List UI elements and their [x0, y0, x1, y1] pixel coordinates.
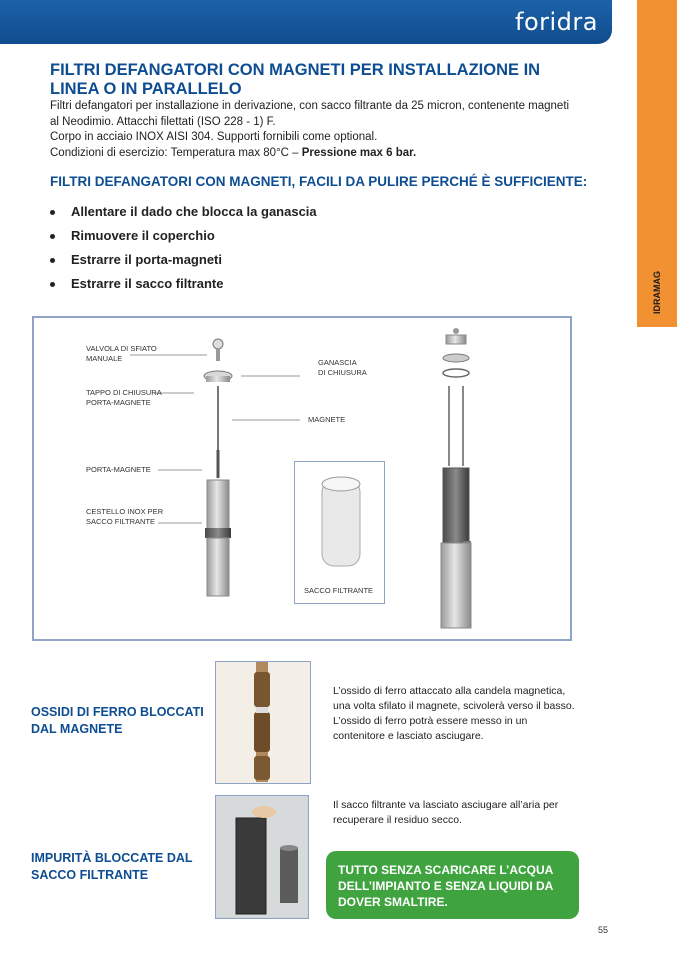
bag-text: Il sacco filtrante va lasciato asciugare all’aria per recuperare il residuo secco. [333, 799, 559, 826]
label-ganascia: GANASCIA DI CHIUSURA [318, 358, 367, 377]
label-porta-magnete: PORTA-MAGNETE [86, 465, 151, 474]
callout-box: TUTTO SENZA SCARICARE L’ACQUA DELL’IMPIANTO E SENZA LIQUIDI DA DOVER SMALTIRE. [326, 851, 579, 919]
oxide-heading: OSSIDI DI FERRO BLOCCATI DAL MAGNETE [31, 705, 204, 736]
bag-photo [215, 795, 309, 919]
intro-line-1: Filtri defangatori per installazione in derivazione, con sacco filtrante da 25 micron, contenente magneti al Neodimio. Attacchi filettati (ISO 228 - 1) F. [50, 100, 570, 128]
list-item: Rimuovere il coperchio [50, 227, 317, 251]
intro-line-3 [50, 146, 580, 162]
filter-basket-icon [216, 796, 307, 917]
right-assembly-icon [441, 328, 471, 628]
left-assembly-icon [204, 339, 232, 596]
label-sacco: SACCO FILTRANTE [304, 586, 374, 595]
label-cestello: CESTELLO INOX PER SACCO FILTRANTE [86, 507, 164, 526]
intro-pressure: Pressione max 6 bar. [301, 146, 417, 159]
label-magnete: MAGNETE [308, 415, 346, 424]
oxide-text: L’ossido di ferro attaccato alla candela magnetica, una volta sfilato il magnete, scivolerà verso il basso. L’ossido di ferro potrà essere messo in un contenitore e lasciato asciugare. [333, 685, 575, 742]
exploded-diagram [32, 316, 572, 641]
label-tappo: TAPPO DI CHIUSURA PORTA-MAGNETE [86, 388, 162, 407]
intro-text [50, 99, 580, 161]
section-subtitle: FILTRI DEFANGATORI CON MAGNETI, FACILI DA PULIRE PERCHÉ È SUFFICIENTE: [50, 174, 588, 189]
bullet-icon [50, 258, 55, 263]
intro-line-2: Corpo in acciaio INOX AISI 304. Supporti fornibili come optional. [50, 131, 378, 143]
list-item: Estrarre il porta-magneti [50, 251, 317, 275]
bullet-icon [50, 234, 55, 239]
list-item: Allentare il dado che blocca la ganascia [50, 203, 317, 227]
sacco-box [294, 461, 385, 604]
steps-list [50, 203, 317, 299]
page-title: FILTRI DEFANGATORI CON MAGNETI PER INSTALLAZIONE IN LINEA O IN PARALLELO [50, 61, 541, 98]
page-number: 55 [598, 925, 609, 935]
label-valvola: VALVOLA DI SFIATO MANUALE [86, 344, 157, 363]
header-bar [0, 0, 612, 44]
bullet-icon [50, 282, 55, 287]
intro-line-3-prefix: Condizioni di esercizio: Temperatura max 80°C – [50, 146, 302, 159]
side-tab-label: IDRAMAG [652, 271, 662, 314]
magnet-candle-icon [216, 662, 309, 782]
brand-logo: foridra [515, 8, 598, 36]
oxide-photo [215, 661, 311, 784]
bag-heading: IMPURITÀ BLOCCATE DAL SACCO FILTRANTE [31, 851, 193, 882]
list-item: Estrarre il sacco filtrante [50, 275, 317, 299]
bullet-icon [50, 210, 55, 215]
